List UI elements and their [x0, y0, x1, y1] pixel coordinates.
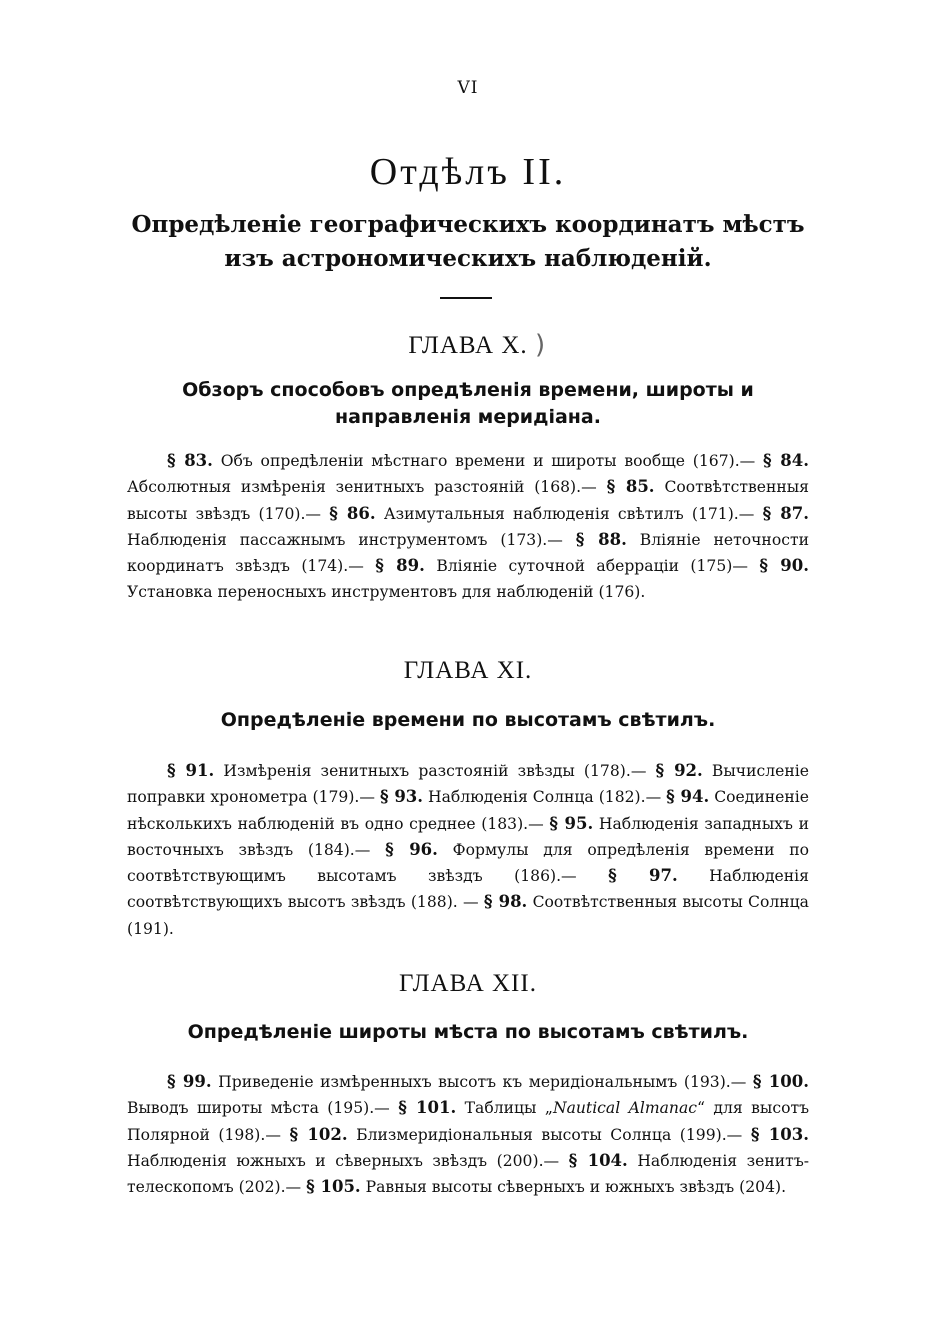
chapter-heading: Обзоръ способовъ опредѣленія времени, широты и направленія меридіана. — [182, 379, 754, 428]
section-number: § 99. — [167, 1072, 212, 1091]
section-text: Соединеніе нѣсколькихъ наблюденій въ одно среднее (183).— — [127, 788, 809, 833]
section-text: Установка переносныхъ инструментовъ для наблюденій (176). — [127, 583, 646, 602]
chapter-heading: Опредѣленіе времени по высотамъ свѣтилъ. — [220, 709, 716, 731]
section-number: § 98. — [483, 892, 528, 912]
section-text: Наблюденія соотвѣтствующихъ высотъ звѣздъ (188). — — [127, 867, 809, 912]
section-number: § 85. — [606, 477, 655, 497]
section-number: § 100. — [752, 1072, 809, 1091]
section-number: § 91. — [167, 761, 215, 780]
section-number: § 90. — [759, 556, 809, 576]
section-text: Наблюденія зенитъ-телескопомъ (202).— — [127, 1151, 810, 1197]
chapter-title: ГЛАВА X. — [408, 332, 528, 359]
chapter-title: ГЛАВА XII. — [399, 970, 537, 997]
section-text: Таблицы „ — [464, 1099, 553, 1118]
section-text-italic: Nautical Almanac — [552, 1099, 698, 1118]
section-text: Азимутальныя наблюденія свѣтилъ (171).— — [383, 504, 755, 523]
section-text: Равныя высоты сѣверныхъ и южныхъ звѣздъ (204). — [365, 1178, 787, 1197]
section-number: § 87. — [762, 503, 809, 523]
chapter-contents — [127, 448, 809, 606]
divider-rule — [440, 297, 492, 299]
section-text: Соотвѣтственныя высоты звѣздъ (170).— — [127, 478, 809, 523]
section-text: Абсолютныя измѣренія зенитныхъ разстояній (168).— — [127, 478, 597, 497]
section-number: § 103. — [750, 1124, 809, 1144]
chapter-contents — [127, 758, 809, 942]
chapter-heading: Опредѣленіе широты мѣста по высотамъ свѣтилъ. — [187, 1021, 749, 1043]
section-text: Выводъ широты мѣста (195).— — [127, 1099, 390, 1118]
page-number: VI — [457, 78, 479, 98]
section-text: Наблюденія пассажнымъ инструментомъ (173).— — [127, 530, 563, 549]
section-text-after: “ для высотъ Полярной (198).— — [127, 1099, 810, 1144]
part-title: Отдѣлъ II. — [369, 151, 567, 193]
section-number: § 84. — [763, 451, 809, 470]
section-number: § 93. — [379, 787, 424, 807]
chapter-title: ГЛАВА XI. — [403, 657, 533, 684]
section-number: § 83. — [167, 451, 213, 470]
section-number: § 102. — [289, 1124, 348, 1144]
section-text: Формулы для опредѣленія времени по соотвѣтствующимъ высотамъ звѣздъ (186).— — [127, 840, 809, 886]
section-text: Объ опредѣленіи мѣстнаго времени и широты вообще (167).— — [220, 452, 756, 470]
section-text: Измѣренія зенитныхъ разстояній звѣзды (178).— — [223, 762, 647, 780]
section-text: Наблюденія западныхъ и восточныхъ звѣздъ (184).— — [127, 814, 809, 859]
section-text: Вліяніе суточной аберраціи (175)— — [436, 557, 748, 576]
section-number: § 95. — [549, 813, 594, 833]
section-text: Вліяніе неточности координатъ звѣздъ (174).— — [127, 530, 809, 576]
section-text: Наблюденія Солнца (182).— — [428, 788, 662, 807]
section-number: § 105. — [306, 1177, 361, 1197]
stray-mark: ) — [535, 330, 546, 360]
section-text: Наблюденія южныхъ и сѣверныхъ звѣздъ (200).— — [127, 1151, 560, 1170]
section-text: Приведеніе измѣренныхъ высотъ къ меридіональнымъ (193).— — [218, 1073, 747, 1091]
chapter-contents — [127, 1069, 809, 1200]
section-number: § 96. — [385, 839, 438, 859]
section-text: Вычисленіе поправки хронометра (179).— — [127, 762, 809, 807]
section-number: § 88. — [575, 529, 627, 549]
section-number: § 94. — [666, 787, 710, 807]
section-text: Соотвѣтственныя высоты Солнца (191). — [127, 893, 809, 938]
section-number: § 97. — [608, 866, 678, 886]
section-number: § 92. — [655, 761, 703, 780]
section-number: § 101. — [398, 1098, 457, 1118]
section-number: § 104. — [568, 1150, 628, 1170]
section-number: § 89. — [375, 556, 425, 576]
section-text: Близмеридіональныя высоты Солнца (199).— — [356, 1125, 743, 1144]
section-number: § 86. — [329, 503, 376, 523]
part-subtitle: Опредѣленіе географическихъ координатъ мѣстъ изъ астрономическихъ наблюденій. — [131, 211, 805, 272]
